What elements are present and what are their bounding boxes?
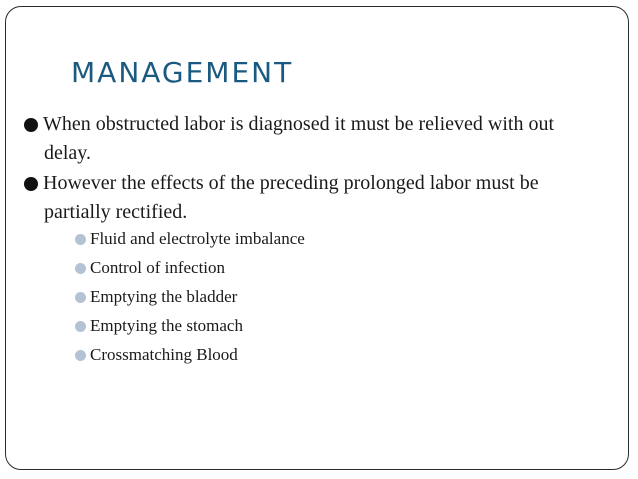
sub-bullet-dot-icon [75, 321, 86, 332]
sub-bullet-dot-icon [75, 292, 86, 303]
sub-bullet-item [73, 316, 243, 336]
sub-bullet-item [73, 229, 305, 249]
bullet-item [22, 110, 602, 168]
sub-bullet-text: Control of infection [90, 258, 226, 277]
bullet-text: When obstructed labor is diagnosed it must be relieved with out delay. [43, 113, 554, 164]
sub-bullet-item [73, 345, 238, 365]
sub-bullet-text: Emptying the stomach [90, 316, 243, 335]
sub-bullet-text: Fluid and electrolyte imbalance [90, 229, 305, 248]
bullet-dot-icon [24, 118, 38, 132]
sub-bullet-dot-icon [75, 263, 86, 274]
slide-title: MANAGEMENT [71, 56, 294, 89]
bullet-dot-icon [24, 177, 38, 191]
bullet-text: However the effects of the preceding prolonged labor must be partially rectified. [43, 172, 539, 223]
sub-bullet-dot-icon [75, 350, 86, 361]
sub-bullet-item [73, 258, 225, 278]
bullet-item [22, 169, 602, 227]
sub-bullet-text: Crossmatching Blood [90, 345, 238, 364]
sub-bullet-text: Emptying the bladder [90, 287, 238, 306]
sub-bullet-item [73, 287, 237, 307]
sub-bullet-dot-icon [75, 234, 86, 245]
